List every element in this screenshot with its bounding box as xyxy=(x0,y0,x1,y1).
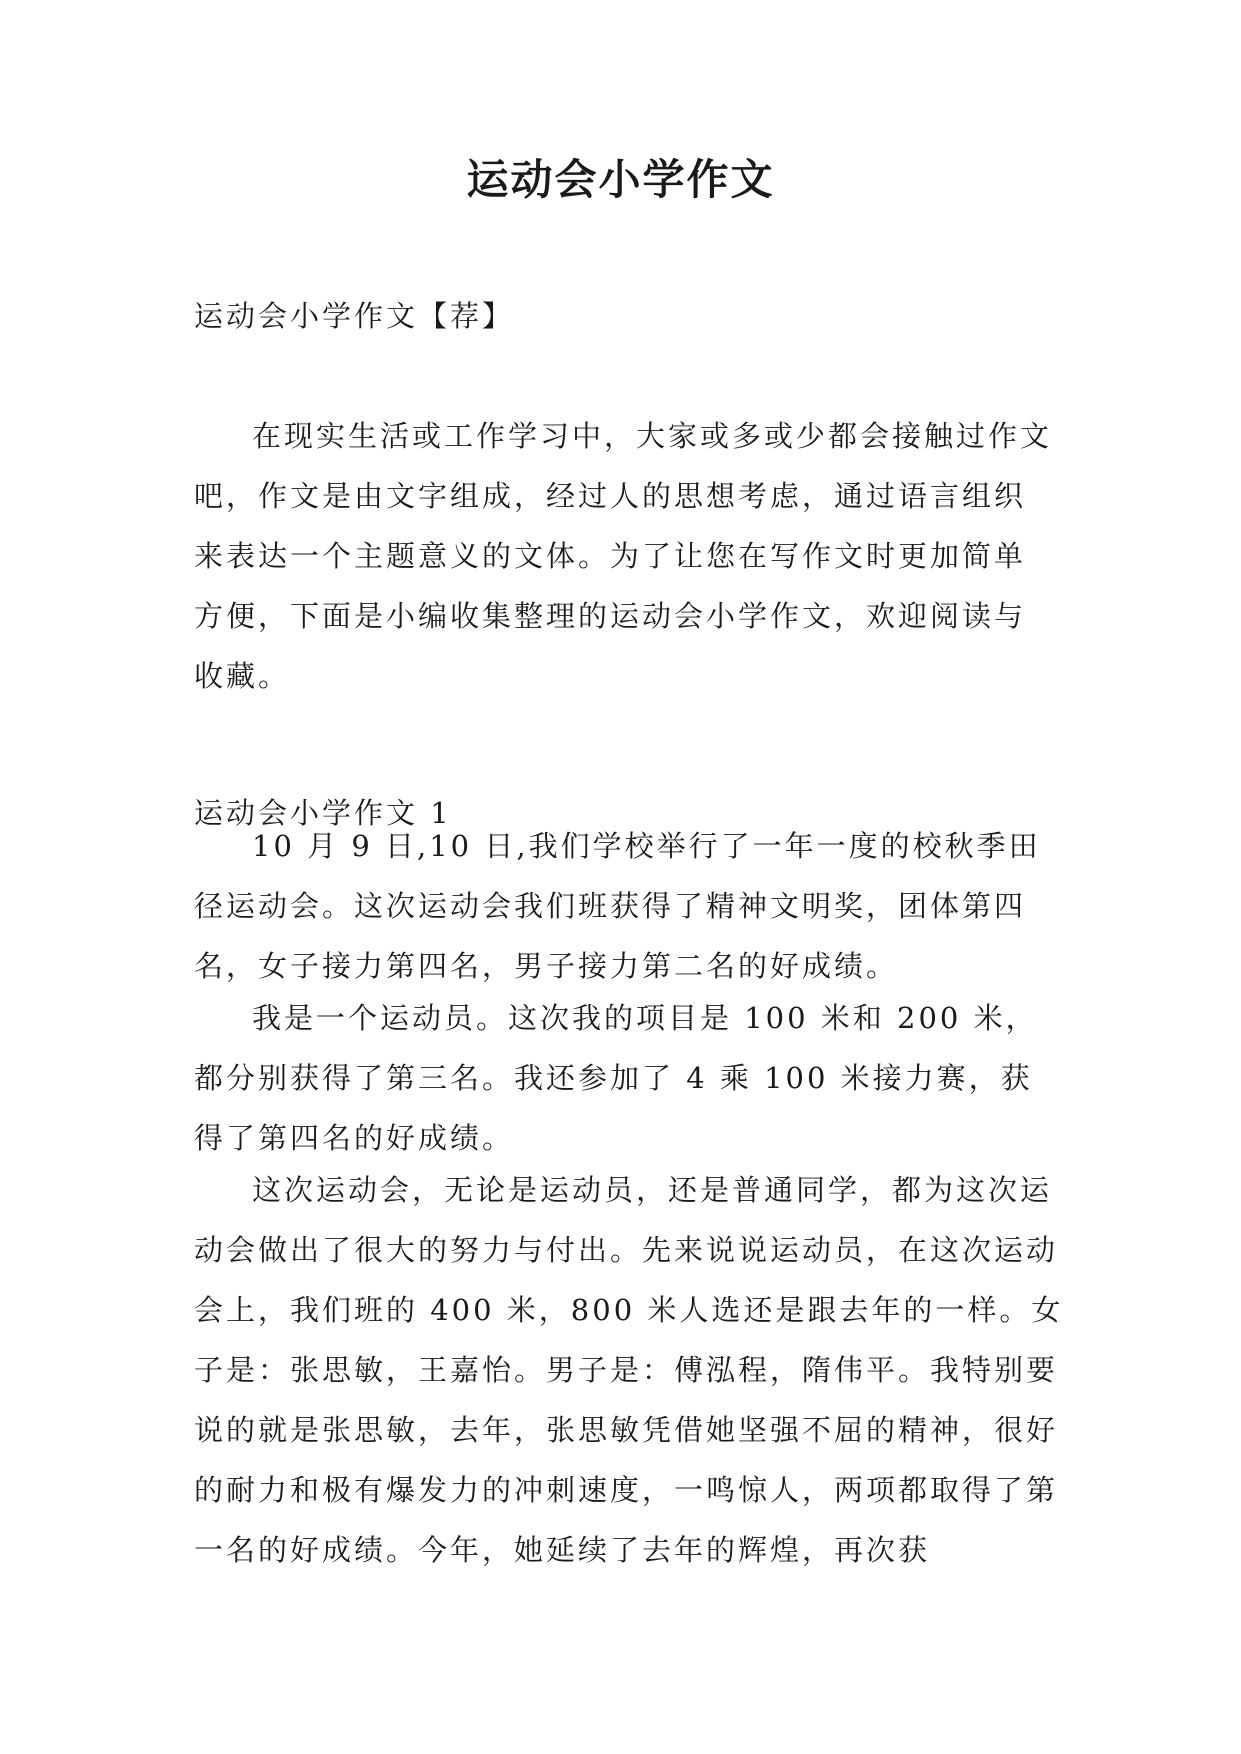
body-paragraph-2: 我是一个运动员。这次我的项目是 100 米和 200 米，都分别获得了第三名。我还参加了 4 乘 100 米接力赛，获得了第四名的好成绩。 xyxy=(194,1001,1038,1155)
body-paragraph-3: 这次运动会，无论是运动员，还是普通同学，都为这次运动会做出了很大的努力与付出。先来说说运动员，在这次运动会上，我们班的 400 米，800 米人选还是跟去年的一样。女子是：张思敏，王嘉怡。男子是：傅泓程，隋伟平。我特别要说的就是张思敏，去年，张思敏凭借她坚强不屈的精神，很好的耐力和极有爆发力的冲刺速度，一鸣惊人，两项都取得了第一名的好成绩。今年，她延续了去年的辉煌，再次获 xyxy=(194,1173,1064,1567)
intro-paragraph: 在现实生活或工作学习中，大家或多或少都会接触过作文吧，作文是由文字组成，经过人的思想考虑，通过语言组织来表达一个主题意义的文体。为了让您在写作文时更加简单方便，下面是小编收集整理的运动会小学作文，欢迎阅读与收藏。 xyxy=(194,419,1053,693)
document-title: 运动会小学作文 xyxy=(466,155,775,204)
section-heading: 运动会小学作文 1 xyxy=(194,796,452,830)
document-subtitle: 运动会小学作文【荐】 xyxy=(194,299,515,333)
body-paragraph-1: 10 月 9 日,10 日,我们学校举行了一年一度的校秋季田径运动会。这次运动会我们班获得了精神文明奖，团体第四名，女子接力第四名，男子接力第二名的好成绩。 xyxy=(194,829,1041,983)
